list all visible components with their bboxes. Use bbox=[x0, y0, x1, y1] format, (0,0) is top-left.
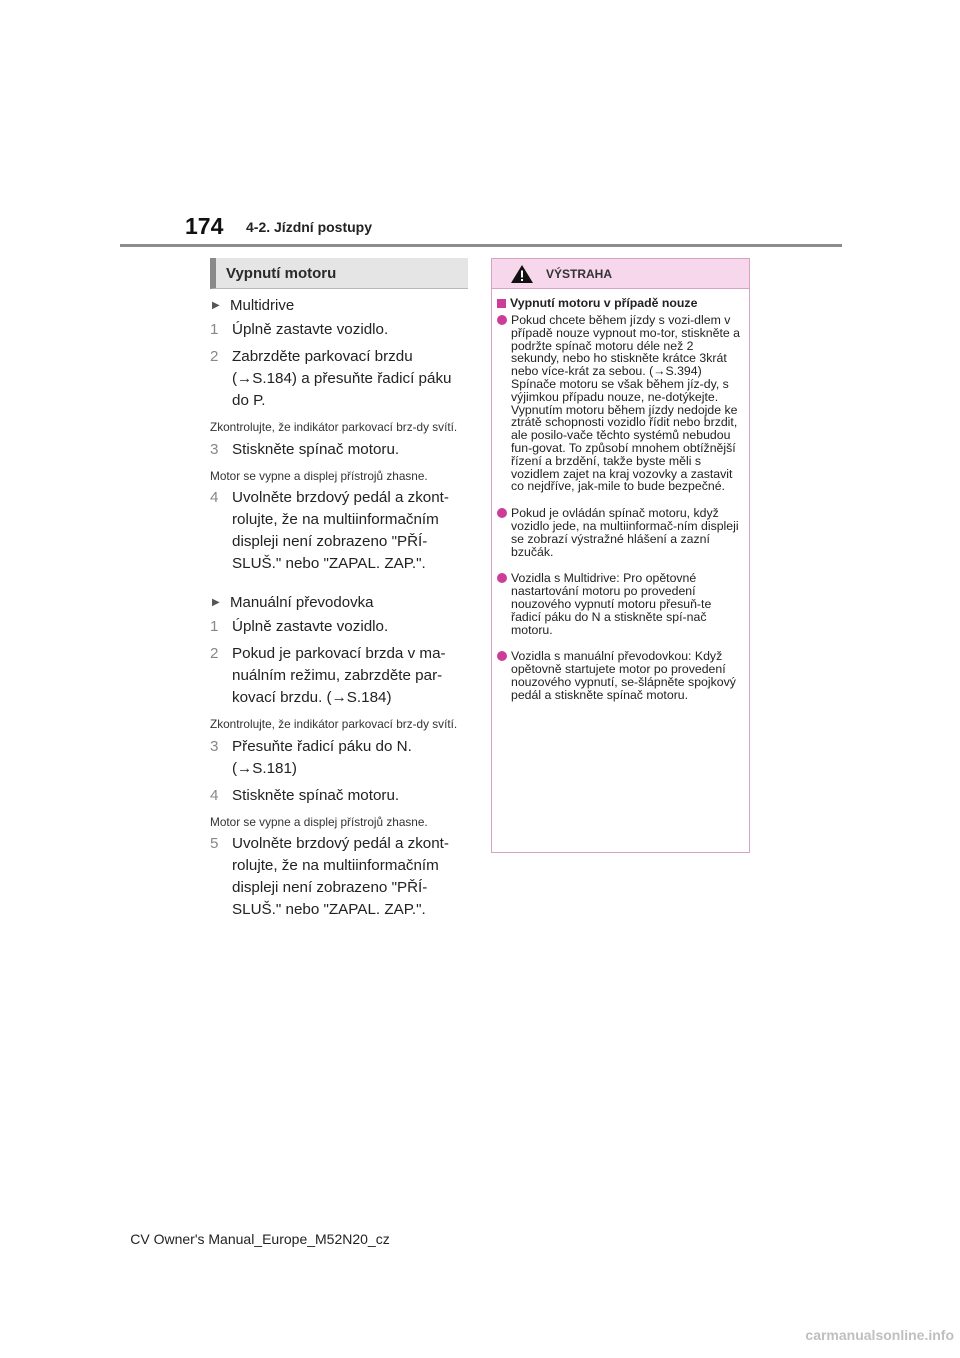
warning-subtitle bbox=[497, 296, 743, 310]
footer-watermark: carmanualsonline.info bbox=[805, 1327, 954, 1343]
step-item bbox=[210, 616, 468, 638]
step-item bbox=[210, 736, 468, 780]
step-item bbox=[210, 346, 468, 412]
section-heading bbox=[210, 258, 468, 289]
step-number: 4 bbox=[210, 489, 219, 506]
step-number: 1 bbox=[210, 321, 219, 338]
step-number: 5 bbox=[210, 835, 219, 852]
header-divider bbox=[120, 244, 842, 247]
warning-item-text: Pokud je ovládán spínač motoru, když vozidlo jede, na multiinformač-ním displeji se zobrazí výstražné hlášení a zazní bzučák. bbox=[511, 506, 739, 559]
section-heading-text: Vypnutí motoru bbox=[226, 264, 337, 282]
step-number: 1 bbox=[210, 618, 219, 635]
step-number: 3 bbox=[210, 737, 219, 755]
step-item bbox=[210, 319, 468, 341]
circle-bullet-icon bbox=[497, 651, 507, 661]
step-text: Uvolněte brzdový pedál a zkont-rolujte, že na multiinformačním displeji není zobrazeno "PŘÍ-SLUŠ." nebo "ZAPAL. ZAP.". bbox=[232, 489, 449, 572]
step-note: Zkontrolujte, že indikátor parkovací brz-dy svítí. bbox=[210, 717, 458, 731]
step-number: 2 bbox=[210, 348, 219, 365]
subsection-label: Multidrive bbox=[230, 297, 295, 314]
step-item bbox=[210, 785, 468, 807]
step-text: Úplně zastavte vozidlo. bbox=[232, 321, 389, 338]
triangle-right-icon: ▶ bbox=[212, 597, 220, 608]
step-note: Motor se vypne a displej přístrojů zhasne. bbox=[210, 468, 428, 483]
circle-bullet-icon bbox=[497, 508, 507, 518]
warning-header bbox=[492, 259, 749, 289]
step-text: Přesuňte řadicí páku do N. (→S.181) bbox=[232, 737, 412, 777]
circle-bullet-icon bbox=[497, 573, 507, 583]
step-item bbox=[210, 643, 468, 709]
warning-item bbox=[497, 314, 743, 493]
warning-item bbox=[497, 572, 743, 636]
step-text: Úplně zastavte vozidlo. bbox=[232, 618, 389, 635]
warning-box bbox=[491, 258, 750, 853]
step-number: 3 bbox=[210, 440, 219, 458]
step-text: Pokud je parkovací brzda v ma-nuálním režimu, zabrzděte par-kovací brzdu. (→S.184) bbox=[232, 645, 446, 706]
warning-body bbox=[492, 289, 749, 702]
subsection-label: Manuální převodovka bbox=[230, 594, 374, 611]
step-item bbox=[210, 487, 468, 575]
subsection-multidrive bbox=[210, 297, 468, 314]
step-text: Stiskněte spínač motoru. bbox=[232, 786, 400, 804]
warning-item-text: Vozidla s Multidrive: Pro opětovné nastartování motoru po provedení nouzového vypnutí motoru přesuň-te řadicí páku do N a stiskněte spí-nač motoru. bbox=[511, 571, 712, 637]
page-number: 174 bbox=[185, 213, 224, 239]
step-item bbox=[210, 833, 468, 921]
step-item bbox=[210, 439, 468, 461]
step-text: Uvolněte brzdový pedál a zkont-rolujte, že na multiinformačním displeji není zobrazeno "PŘÍ-SLUŠ." nebo "ZAPAL. ZAP.". bbox=[232, 835, 449, 918]
left-column bbox=[210, 258, 468, 921]
warning-triangle-icon bbox=[510, 264, 534, 284]
step-text: Stiskněte spínač motoru. bbox=[232, 440, 400, 458]
circle-bullet-icon bbox=[497, 315, 507, 325]
footer-manual-title: CV Owner's Manual_Europe_M52N20_cz bbox=[130, 1231, 390, 1247]
step-number: 4 bbox=[210, 786, 219, 804]
warning-item bbox=[497, 650, 743, 701]
step-note: Zkontrolujte, že indikátor parkovací brz-dy svítí. bbox=[210, 420, 458, 434]
step-text: Zabrzděte parkovací brzdu (→S.184) a přesuňte řadicí páku do P. bbox=[232, 348, 452, 409]
step-note: Motor se vypne a displej přístrojů zhasne. bbox=[210, 814, 428, 829]
square-bullet-icon bbox=[497, 299, 506, 308]
warning-item-text: Vozidla s manuální převodovkou: Když opětovně startujete motor po provedení nouzového vypnutí, se-šlápněte spojkový pedál a stiskněte spínač motoru. bbox=[511, 649, 736, 702]
warning-item-text: Pokud chcete během jízdy s vozi-dlem v případě nouze vypnout mo-tor, stiskněte a podržte spínač motoru déle než 2 sekundy, nebo ho stiskněte krátce 3krát nebo více-krát za sebou. (→S.394) Spínače motoru se však během jíz-dy, s výjimkou případu nouze, ne-dotýkejte. Vypnutím motoru během jízdy nedojde ke ztrátě schopnosti vozidlo řídit nebo brzdit, ale posilo-vače těchto systémů nebudou fun-govat. To způsobí mnohem obtížnější řízení a brzdění, takže byste měli s vozidlem zajet na kraj vozovky a zastavit co nejdříve, jak-mile to bude bezpečné. bbox=[511, 313, 740, 494]
warning-title: VÝSTRAHA bbox=[546, 266, 613, 281]
warning-subtitle-text: Vypnutí motoru v případě nouze bbox=[510, 296, 698, 310]
step-number: 2 bbox=[210, 645, 219, 662]
section-title: 4-2. Jízdní postupy bbox=[246, 219, 373, 235]
triangle-right-icon: ▶ bbox=[212, 300, 220, 311]
subsection-manual bbox=[210, 594, 468, 611]
warning-item bbox=[497, 507, 743, 558]
